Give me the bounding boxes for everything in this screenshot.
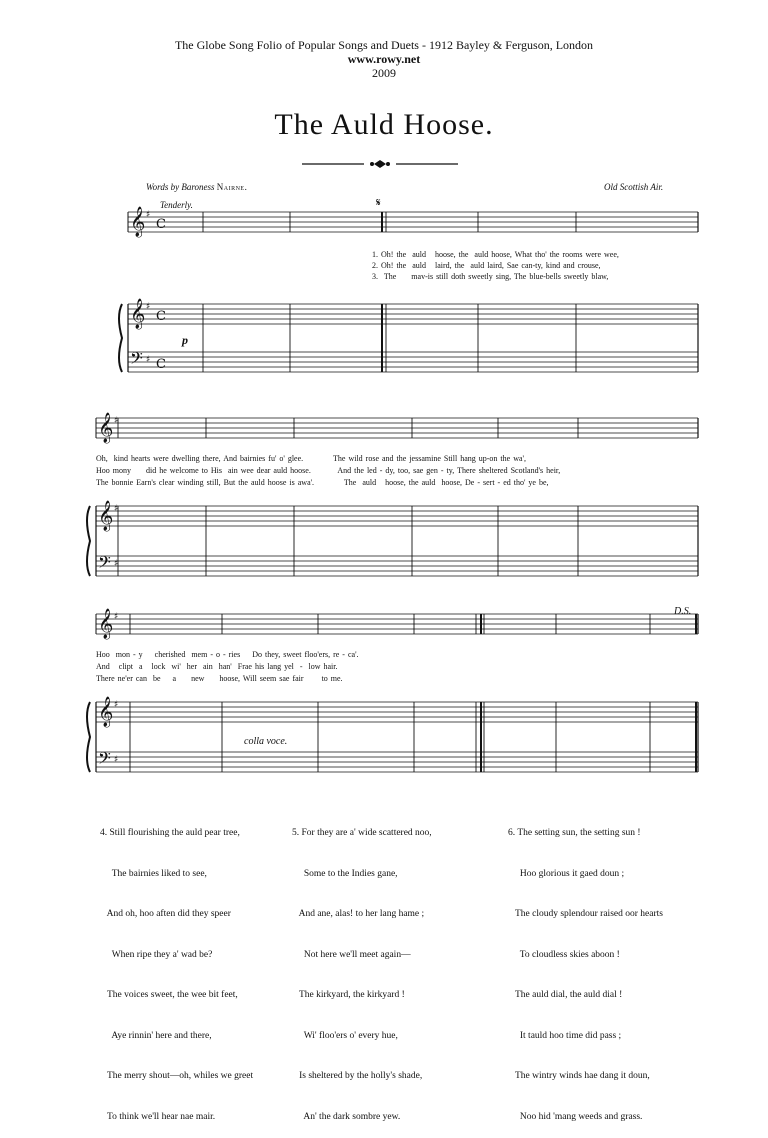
verse-line: And ane, alas! to her lang hame ; [292, 909, 425, 919]
verse-line: Noo hid 'mang weeds and grass. [508, 1111, 643, 1122]
source-year: 2009 [372, 66, 396, 80]
verse-line: The auld dial, the auld dial ! [508, 990, 623, 1000]
verse-4 [100, 800, 253, 1138]
verse-6 [508, 800, 663, 1138]
colla-voce-marking: colla voce. [244, 736, 288, 747]
segno-sign: 𝄋 [376, 196, 381, 209]
lyric-verse2-line: Hoo mony did he welcome to His ain wee dear auld hoose. And the led - dy, too, sae gen - ty, There sheltered Scotland's heir, [96, 466, 561, 475]
verse-line: To cloudless skies aboon ! [508, 949, 620, 960]
verse-line: It tauld hoo time did pass ; [508, 1030, 622, 1041]
bass-clef: 𝄢 [98, 748, 111, 772]
lyric-verse3-line: 3. The mav-is still doth sweetly sing, The blue-bells sweetly blaw, [372, 272, 609, 281]
treble-clef: 𝄞 [98, 501, 114, 531]
song-title: The Auld Hoose. [274, 108, 494, 141]
key-signature-sharp: ♯ [114, 755, 119, 765]
time-signature: C [156, 217, 166, 232]
dynamic-marking: p [182, 333, 188, 347]
key-signature-sharp: ♯ [114, 700, 119, 710]
piano-brace [119, 304, 122, 372]
key-signature-sharp: ♯ [114, 612, 119, 622]
lyric-verse1-line: Hoo mon - y cherished mem - o - ries Do they, sweet floo'ers, re - ca'. [96, 650, 359, 659]
lyric-verse3-line: There ne'er can be a new hoose, Will seem sae fair to me. [96, 674, 343, 683]
verse-line: And oh, hoo aften did they speer [100, 909, 231, 919]
verse-line: The cloudy splendour raised oor hearts [508, 909, 663, 919]
bass-clef: 𝄢 [98, 552, 111, 576]
verse-5 [292, 800, 432, 1138]
verse-line: The kirkyard, the kirkyard ! [292, 990, 405, 1000]
melody-credit: Old Scottish Air. [604, 182, 664, 192]
verse-line: The bairnies liked to see, [100, 868, 207, 879]
key-signature-sharp: ♯ [146, 302, 151, 312]
verse-line: Not here we'll meet again— [292, 949, 411, 960]
verse-line: Aye rinnin' here and there, [100, 1030, 212, 1041]
time-signature: C [156, 357, 166, 372]
source-line: The Globe Song Folio of Popular Songs and Duets - 1912 Bayley & Ferguson, London [174, 38, 594, 52]
piano-brace [87, 506, 90, 576]
tempo-marking: Tenderly. [160, 200, 193, 210]
lyricist-name: Nairne. [216, 182, 248, 192]
verse-line: To think we'll hear nae mair. [100, 1111, 216, 1122]
verse-line: When ripe they a' wad be? [100, 949, 213, 960]
key-signature-sharp: ♯ [146, 210, 151, 220]
key-signature-sharp: ♯ [114, 416, 119, 426]
treble-clef: 𝄞 [98, 413, 114, 443]
lyric-verse2-line: And clipt a lock wi' her ain han' Frae his lang yel - low hair. [96, 662, 338, 671]
verse-line: 6. The setting sun, the setting sun ! [508, 828, 641, 838]
verse-line: Is sheltered by the holly's shade, [292, 1071, 423, 1081]
verse-line: Wi' floo'ers o' every hue, [292, 1030, 398, 1041]
treble-clef: 𝄞 [98, 697, 114, 727]
piano-brace [87, 702, 90, 772]
treble-clef: 𝄞 [130, 299, 146, 329]
key-signature-sharp: ♯ [114, 559, 119, 569]
key-signature-sharp: ♯ [114, 504, 119, 514]
lyric-verse2-line: 2. Oh! the auld laird, the auld laird, Sae can-ty, kind and crouse, [372, 261, 601, 270]
treble-clef: 𝄞 [130, 207, 146, 237]
source-url: www.rowy.net [347, 52, 421, 66]
dal-segno-marking: D.S. [674, 606, 692, 617]
time-signature: C [156, 309, 166, 324]
lyric-verse3-line: The bonnie Earn's clear winding still, But the auld hoose is awa'. The auld hoose, the auld hoose, De - sert - ed tho' ye be, [96, 478, 549, 487]
lyric-verse1-line: Oh, kind hearts were dwelling there, And bairnies fu' o' glee. The wild rose and the jessamine Still hang up-on the wa', [96, 454, 526, 463]
verse-line: 5. For they are a' wide scattered noo, [292, 828, 432, 838]
verse-line: An' the dark sombre yew. [292, 1111, 401, 1122]
verse-line: The merry shout—oh, whiles we greet [100, 1071, 254, 1081]
verse-line: The voices sweet, the wee bit feet, [100, 990, 238, 1000]
verse-line: Hoo glorious it gaed doun ; [508, 868, 625, 879]
verse-line: Some to the Indies gane, [292, 868, 398, 879]
bass-clef: 𝄢 [130, 348, 143, 372]
treble-clef: 𝄞 [98, 609, 114, 639]
lyricist-prefix: Words by Baroness [146, 182, 215, 192]
verse-line: 4. Still flourishing the auld pear tree, [100, 828, 240, 838]
key-signature-sharp: ♯ [146, 355, 151, 365]
lyric-verse1-line: 1. Oh! the auld hoose, the auld hoose, What tho' the rooms were wee, [372, 250, 619, 259]
verse-line: The wintry winds hae dang it doun, [508, 1071, 650, 1081]
